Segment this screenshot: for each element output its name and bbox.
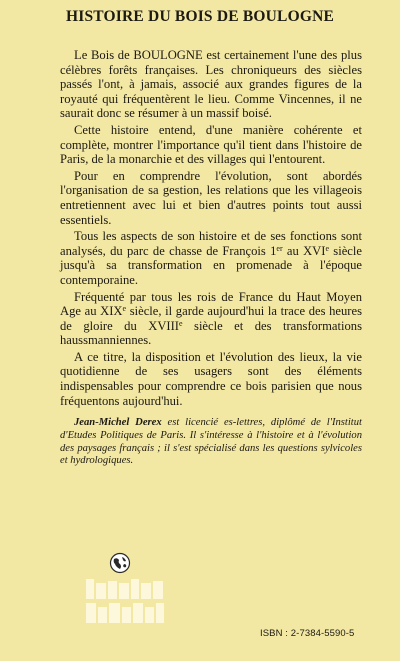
paragraph-1: Le Bois de BOULOGNE est certainement l'une des plus célèbres forêts françaises. Les chroniqueurs des siècles passés l'ont, à jamais, associé aux grandes figures de la royauté qui fréquentèrent le lieu. Comme Vincennes, il ne saurait donc se résumer à un massif boisé. bbox=[60, 48, 362, 121]
paragraph-4 bbox=[60, 229, 362, 287]
book-title: HISTOIRE DU BOIS DE BOULOGNE bbox=[65, 8, 335, 25]
publisher-globe-icon bbox=[109, 552, 131, 574]
paragraph-4-sup-1: er bbox=[276, 243, 283, 253]
paragraph-5-part-b: siècle, il garde aujourd'hui la trace des heures de gloire du XVIII bbox=[60, 304, 362, 333]
paragraph-6: A ce titre, la disposition et l'évolution des lieux, la vie quotidienne de ses usagers sont des éléments indispensables pour comprendre ce bois parisien que nous fréquentons aujourd'hui. bbox=[60, 349, 362, 408]
isbn: ISBN : 2-7384-5590-5 bbox=[260, 628, 355, 639]
paragraph-5-part-c: siècle et des transformations haussmanniennes. bbox=[60, 318, 363, 348]
summary-text bbox=[60, 48, 362, 410]
paragraph-4-sup-2: e bbox=[325, 243, 330, 253]
paragraph-4-part-c: siècle jusqu'à sa transformation en promenade à l'époque contemporaine. bbox=[60, 243, 362, 287]
paragraph-5-part-a: Fréquenté par tous les rois de France du Haut Moyen Age au XIX bbox=[60, 289, 362, 319]
paragraph-5-sup-1: e bbox=[122, 304, 127, 314]
author-bio bbox=[60, 417, 362, 468]
author-name: Jean-Michel Derex bbox=[74, 417, 162, 428]
paragraph-3: Pour en comprendre l'évolution, sont abordés l'organisation de sa gestion, les relations que les villageois entretiennent avec lui et bien d'autres points tout aussi essentiels. bbox=[60, 168, 362, 227]
publisher-logo-icon bbox=[84, 577, 166, 627]
paragraph-5 bbox=[60, 290, 362, 348]
paragraph-5-sup-2: e bbox=[179, 318, 183, 328]
paragraph-4-part-a: Tous les aspects de son histoire et de ses fonctions sont analysés, du parc de chasse de François 1 bbox=[60, 229, 362, 258]
author-bio-paragraph bbox=[60, 417, 362, 468]
author-bio-text: est licencié es-lettres, diplômé de l'Institut d'Etudes Politiques de Paris. Il s'intéresse à l'histoire et à l'évolution des paysages français ; il s'est spécialisé dans les questions sylvicoles et hydrologiques. bbox=[60, 417, 362, 467]
paragraph-4-part-b: au XVI bbox=[282, 243, 326, 258]
paragraph-2: Cette histoire entend, d'une manière cohérente et complète, montrer l'importance qu'il tient dans l'histoire de Paris, de la monarchie et des villages qui l'entourent. bbox=[60, 122, 362, 167]
